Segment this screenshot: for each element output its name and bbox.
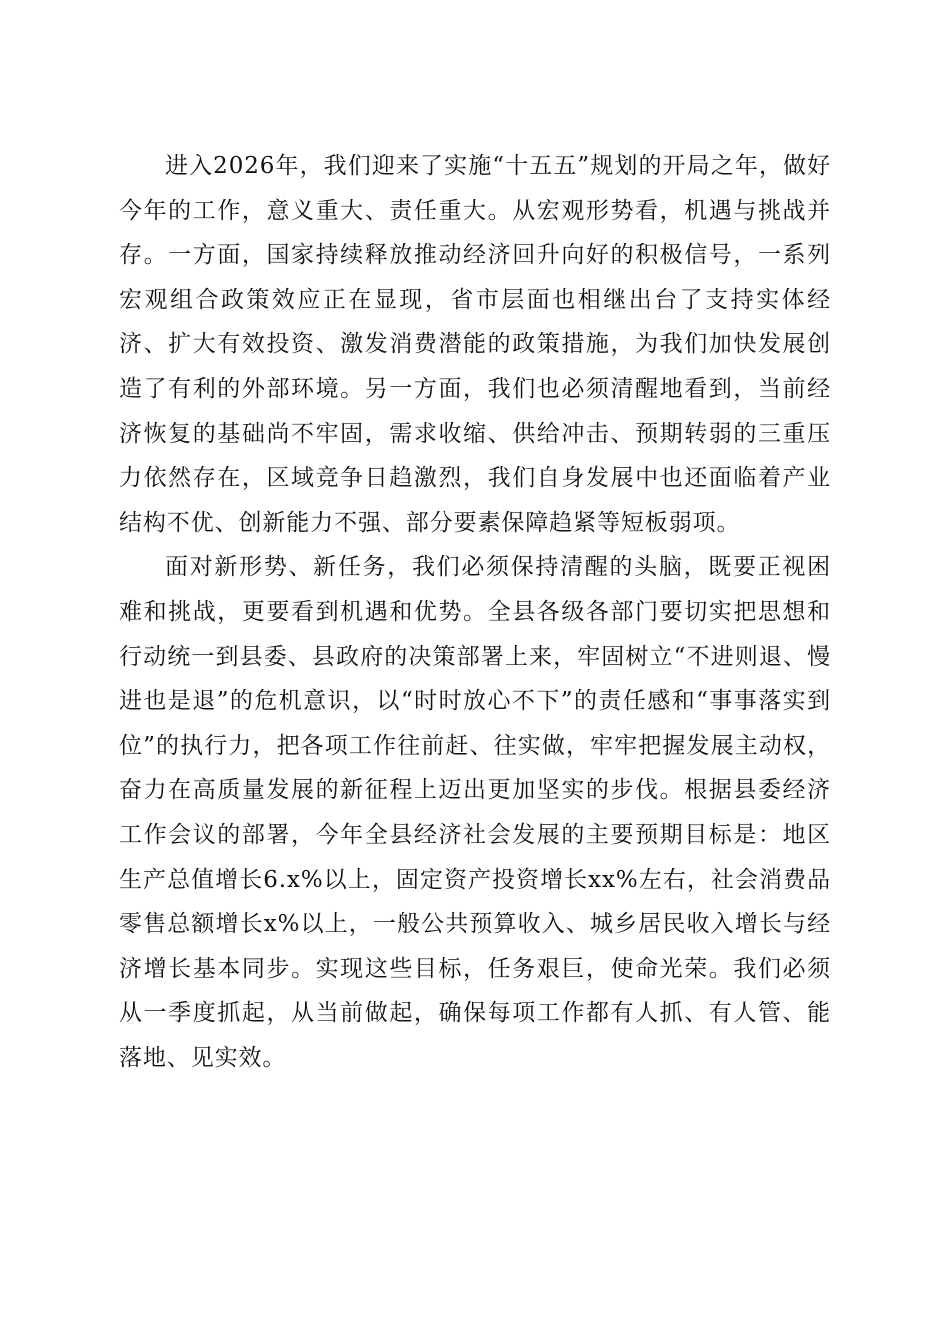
- paragraph-1: 进入2026年，我们迎来了实施“十五五”规划的开局之年，做好今年的工作，意义重大、责任重大。从宏观形势看，机遇与挑战并存。一方面，国家持续释放推动经济回升向好的积极信号，一系列宏观组合政策效应正在显现，省市层面也相继出台了支持实体经济、扩大有效投资、激发消费潜能的政策措施，为我们加快发展创造了有利的外部环境。另一方面，我们也必须清醒地看到，当前经济恢复的基础尚不牢固，需求收缩、供给冲击、预期转弱的三重压力依然存在，区域竞争日趋激烈，我们自身发展中也还面临着产业结构不优、创新能力不强、部分要素保障趋紧等短板弱项。: [119, 153, 831, 536]
- paragraph-2: 面对新形势、新任务，我们必须保持清醒的头脑，既要正视困难和挑战，更要看到机遇和优势。全县各级各部门要切实把思想和行动统一到县委、县政府的决策部署上来，牢固树立“不进则退、慢进也是退”的危机意识，以“时时放心不下”的责任感和“事事落实到位”的执行力，把各项工作往前赶、往实做，牢牢把握发展主动权，奋力在高质量发展的新征程上迈出更加坚实的步伐。根据县委经济工作会议的部署，今年全县经济社会发展的主要预期目标是：地区生产总值增长6.x%以上，固定资产投资增长xx%左右，社会消费品零售总额增长x%以上，一般公共预算收入、城乡居民收入增长与经济增长基本同步。实现这些目标，任务艰巨，使命光荣。我们必须从一季度抓起，从当前做起，确保每项工作都有人抓、有人管、能落地、见实效。: [119, 554, 831, 1071]
- document-body: [119, 144, 831, 1080]
